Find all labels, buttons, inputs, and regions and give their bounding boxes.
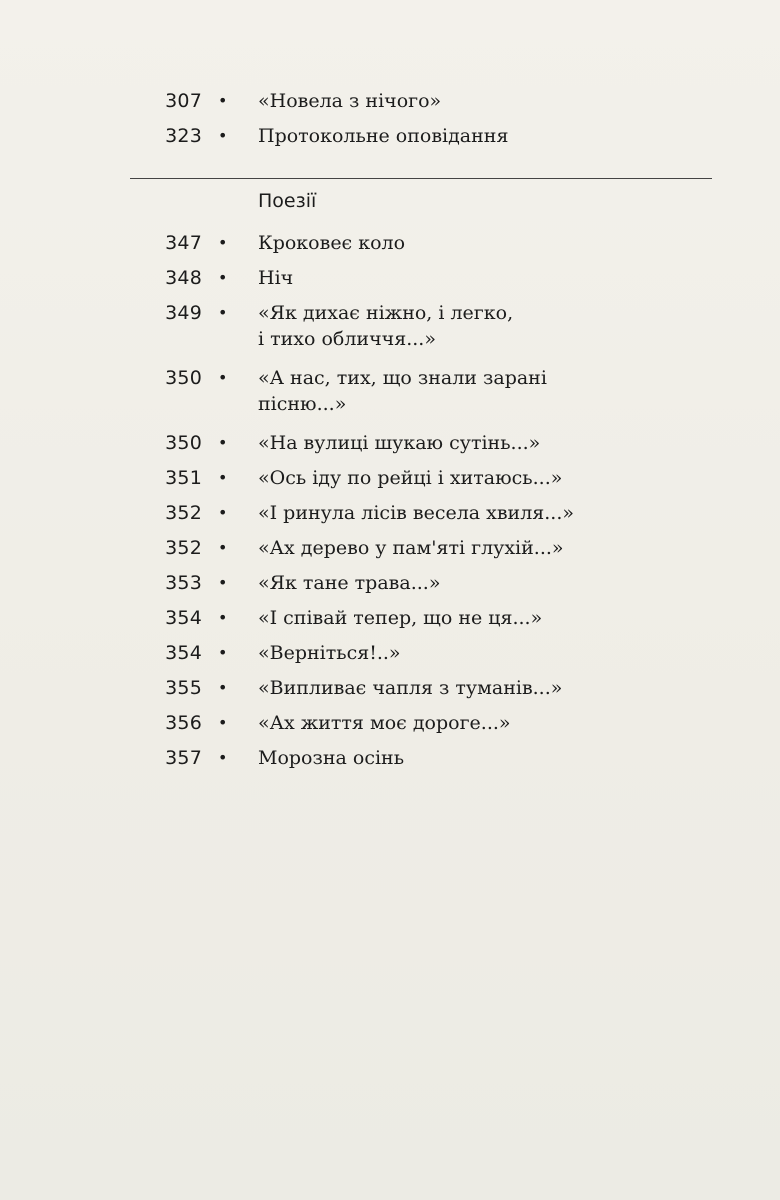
bullet-separator: • [218,268,228,287]
entry-title: Морозна осінь [258,747,405,769]
bullet-separator: • [218,713,228,732]
entry-title: Ніч [258,267,294,289]
page-number: 354 [165,642,202,664]
page-number: 307 [165,90,202,112]
bullet-separator: • [218,608,228,627]
page-number: 357 [165,747,202,769]
entry-title: «Новела з нічого» [258,90,442,112]
bullet-separator: • [218,368,228,387]
entry-title: «Як дихає ніжно, і легко, і тихо обличчя...» [258,302,514,350]
entry-title: «А нас, тих, що знали зарані пісню...» [258,367,547,415]
bullet-separator: • [218,643,228,662]
page-number: 348 [165,267,202,289]
page-number: 355 [165,677,202,699]
entry-title: «Ось іду по рейці і хитаюсь...» [258,467,563,489]
page-number: 356 [165,712,202,734]
bullet-separator: • [218,433,228,452]
page-number: 323 [165,125,202,147]
bullet-separator: • [218,233,228,252]
entry-title: «Ах життя моє дороге...» [258,712,511,734]
bullet-separator: • [218,468,228,487]
page-number: 353 [165,572,202,594]
bullet-separator: • [218,678,228,697]
entry-title: «Випливає чапля з туманів...» [258,677,563,699]
page-number: 349 [165,302,202,324]
entry-title: Протокольне оповідання [258,125,509,147]
entry-title: «Як тане трава...» [258,572,441,594]
page-number: 347 [165,232,202,254]
bullet-separator: • [218,503,228,522]
bullet-separator: • [218,91,228,110]
entry-title: «І ринула лісів весела хвиля...» [258,502,575,524]
bullet-separator: • [218,538,228,557]
page-number: 351 [165,467,202,489]
section-divider [130,178,712,179]
bullet-separator: • [218,303,228,322]
entry-title: «Ах дерево у пам'яті глухій...» [258,537,564,559]
page-number: 350 [165,367,202,389]
page-number: 352 [165,502,202,524]
page-number: 350 [165,432,202,454]
entry-title: «На вулиці шукаю сутінь...» [258,432,541,454]
bullet-separator: • [218,573,228,592]
page-number: 354 [165,607,202,629]
bullet-separator: • [218,126,228,145]
entry-title: «І співай тепер, що не ця...» [258,607,543,629]
section-heading: Поезії [258,190,317,212]
bullet-separator: • [218,748,228,767]
entry-title: Кроковеє коло [258,232,406,254]
page-number: 352 [165,537,202,559]
entry-title: «Верніться!..» [258,642,401,664]
